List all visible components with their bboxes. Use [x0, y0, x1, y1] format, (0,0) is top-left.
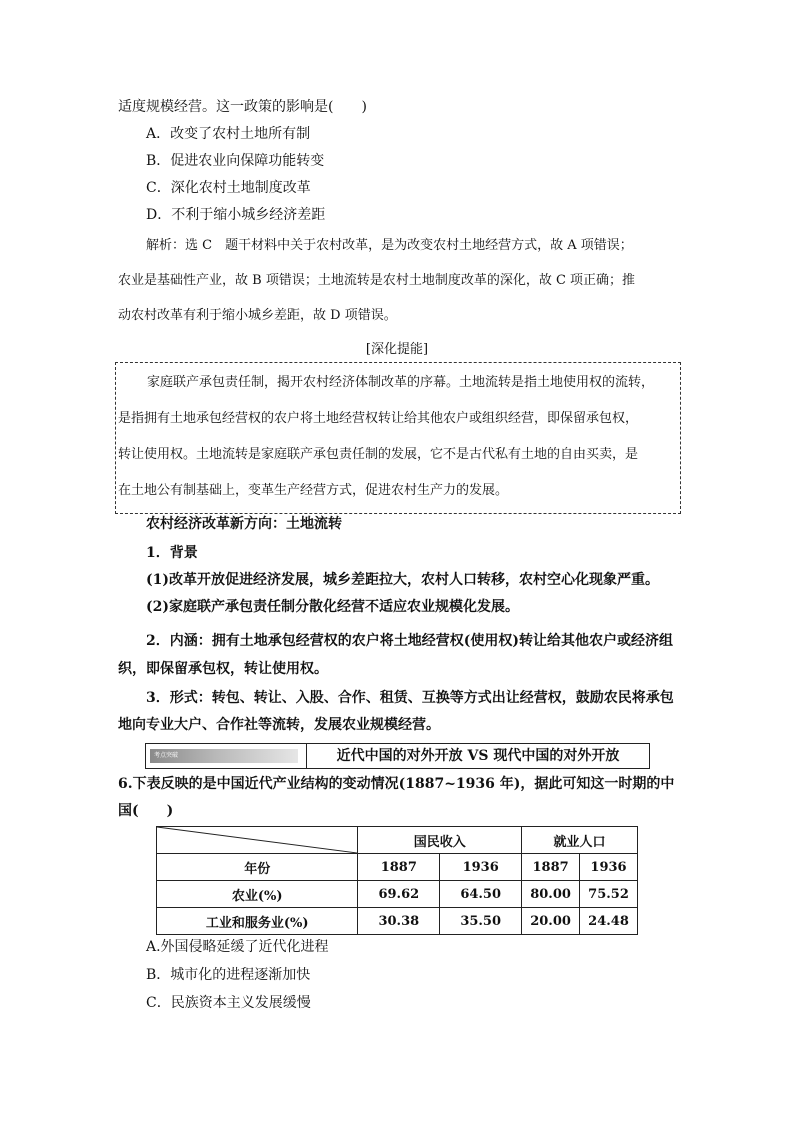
- question6-option-b: B．城市化的进程逐渐加快: [146, 967, 311, 983]
- deepen-line-1: 1．背景: [146, 545, 198, 561]
- table-header-employment: 就业人口: [522, 827, 638, 854]
- table-corner-cell: [157, 827, 358, 854]
- table-header-national-income: 国民收入: [358, 827, 522, 854]
- table-cell: 24.48: [580, 908, 638, 935]
- table-cell: 35.50: [440, 908, 522, 935]
- table-cell: 80.00: [522, 881, 580, 908]
- table-year-cell: 1936: [580, 854, 638, 881]
- table-row-label: 工业和服务业(%): [157, 908, 358, 935]
- question6-stem-line-2: 国( ): [118, 803, 174, 819]
- table-row: [157, 881, 638, 908]
- deepen-line-7: 地向专业大户、合作社等流转，发展农业规模经营。: [118, 717, 440, 733]
- deepen-box-line-3: 转让使用权。土地流转是家庭联产承包责任制的发展，它不是古代私有土地的自由买卖，是: [118, 447, 639, 462]
- question5-analysis-line-1: 解析：选 C 题干材料中关于农村改革，是为改变农村土地经营方式，故 A 项错误；: [146, 238, 633, 253]
- table-cell: 20.00: [522, 908, 580, 935]
- table-year-cell: 1887: [358, 854, 440, 881]
- deepen-line-4: 2．内涵：拥有土地承包经营权的农户将土地经营权(使用权)转让给其他农户或经济组: [146, 633, 673, 649]
- industry-structure-table: [156, 826, 638, 935]
- section-banner: [145, 743, 650, 769]
- deepen-box-line-4: 在土地公有制基础上，变革生产经营方式，促进农村生产力的发展。: [118, 483, 509, 498]
- deepen-line-2: (1)改革开放促进经济发展，城乡差距拉大，农村人口转移，农村空心化现象严重。: [146, 572, 659, 588]
- table-row-label: 农业(%): [157, 881, 358, 908]
- question6-option-c: C．民族资本主义发展缓慢: [146, 995, 311, 1011]
- corner-diagonal-line: [157, 827, 357, 853]
- table-header-row: [157, 827, 638, 854]
- table-cell: 64.50: [440, 881, 522, 908]
- deepen-line-6: 3．形式：转包、转让、入股、合作、租赁、互换等方式出让经营权，鼓励农民将承包: [146, 690, 674, 706]
- question6-option-a: A.外国侵略延缓了近代化进程: [146, 939, 329, 955]
- deepen-line-3: (2)家庭联产承包责任制分散化经营不适应农业规模化发展。: [146, 599, 519, 615]
- banner-title: 近代中国的对外开放 VS 现代中国的对外开放: [336, 748, 620, 764]
- table-row: [157, 908, 638, 935]
- question6-stem-line-1: 6.下表反映的是中国近代产业结构的变动情况(1887~1936 年)，据此可知这一时期的中: [118, 776, 675, 792]
- banner-tag-label: 考点突破: [154, 752, 179, 759]
- table-year-label: 年份: [157, 854, 358, 881]
- deepen-line-5: 织，即保留承包权，转让使用权。: [118, 661, 328, 677]
- deepen-subtitle: 农村经济改革新方向：土地流转: [146, 516, 342, 532]
- banner-tag-bar: [150, 749, 298, 763]
- question5-option-a: A．改变了农村土地所有制: [146, 126, 311, 142]
- deepen-box-line-2: 是指拥有土地承包经营权的农户将土地经营权转让给其他农户或组织经营，即保留承包权，: [118, 411, 639, 426]
- table-cell: 30.38: [358, 908, 440, 935]
- question5-analysis-line-3: 动农村改革有利于缩小城乡差距，故 D 项错误。: [118, 308, 397, 323]
- table-year-cell: 1887: [522, 854, 580, 881]
- deepen-heading: [深化提能]: [365, 342, 429, 357]
- table-cell: 75.52: [580, 881, 638, 908]
- table-year-cell: 1936: [440, 854, 522, 881]
- question5-option-d: D．不利于缩小城乡经济差距: [146, 207, 326, 223]
- deepen-box-line-1: 家庭联产承包责任制，揭开农村经济体制改革的序幕。土地流转是指土地使用权的流转，: [147, 375, 655, 390]
- table-row: [157, 854, 638, 881]
- question5-option-b: B．促进农业向保障功能转变: [146, 153, 325, 169]
- question5-analysis-line-2: 农业是基础性产业，故 B 项错误；土地流转是农村土地制度改革的深化，故 C 项正确；推: [118, 273, 636, 288]
- question5-option-c: C．深化农村土地制度改革: [146, 180, 311, 196]
- table-cell: 69.62: [358, 881, 440, 908]
- question5-stem-tail: 适度规模经营。这一政策的影响是( ): [118, 99, 367, 115]
